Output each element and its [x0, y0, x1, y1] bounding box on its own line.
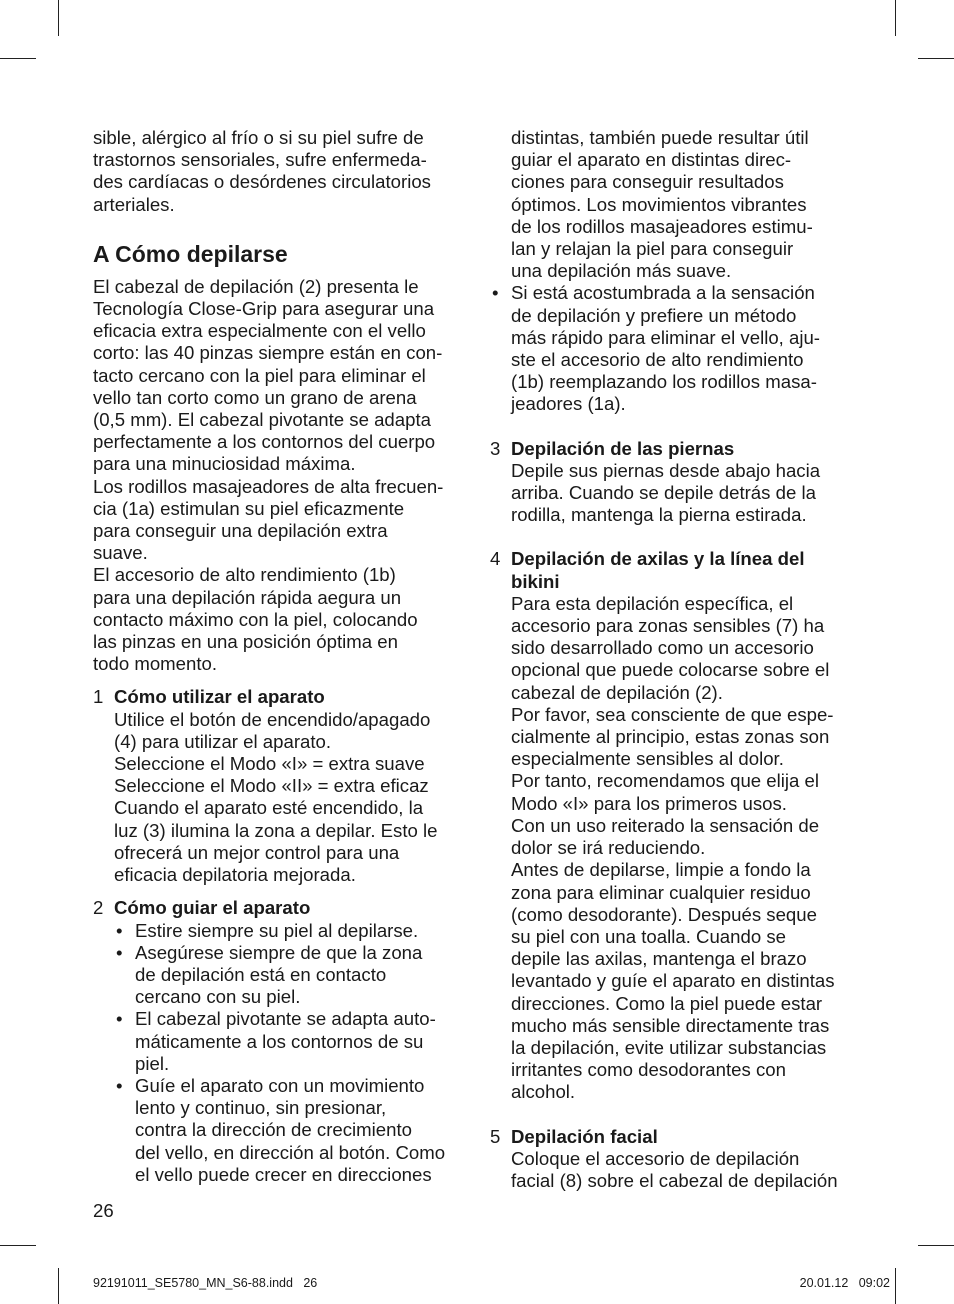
list-item: [114, 1008, 465, 1075]
text-line: Para esta depilación específica, el: [511, 592, 794, 614]
text-line: ste el accesorio de alto rendimiento: [511, 349, 804, 371]
paragraph-accesorio: [93, 564, 465, 675]
text-line: sible, alérgico al frío o si su piel sufre de: [93, 127, 424, 148]
step-title: Depilación facial: [511, 1125, 658, 1147]
text-line: tacto cercano con la piel para eliminar el: [93, 364, 426, 386]
text-line: alcohol.: [511, 1081, 576, 1103]
text-line: especialmente sensibles al dolor.: [511, 748, 784, 770]
text-line: eficacia depilatoria mejorada.: [114, 864, 356, 886]
text-line: Seleccione el Modo «I» = extra suave: [114, 753, 425, 775]
text-line: depile las axilas, mantenga el brazo: [511, 948, 807, 970]
text-line: El cabezal pivotante se adapta auto-: [135, 1008, 436, 1030]
text-line: Por favor, sea consciente de que espe-: [511, 703, 834, 725]
text-line: rodilla, mantenga la pierna estirada.: [511, 504, 807, 526]
text-line: vello tan corto como un grano de arena: [93, 386, 417, 408]
text-line: Estire siempre su piel al depilarse.: [135, 919, 419, 941]
text-line: (1b) reemplazando los rodillos masa-: [511, 371, 817, 393]
text-line: Antes de depilarse, limpie a fondo la: [511, 859, 811, 881]
text-line: suave.: [93, 542, 148, 564]
text-line: máticamente a los contornos de su: [135, 1030, 424, 1052]
crop-mark: [918, 58, 954, 59]
bullet-icon: •: [116, 1074, 123, 1096]
text-line: des cardíacas o desórdenes circulatorios: [93, 171, 431, 193]
step-number: 4: [490, 548, 501, 570]
text-line: sido desarrollado como un accesorio: [511, 637, 814, 659]
text-line: Modo «I» para los primeros usos.: [511, 792, 787, 814]
bullet-list: [490, 127, 866, 416]
text-line: corto: las 40 pinzas siempre están en con-: [93, 342, 443, 364]
text-line: contra la dirección de crecimiento: [135, 1119, 412, 1141]
footer-file-info: 92191011_SE5780_MN_S6-88.indd 26: [93, 1276, 318, 1290]
list-item: [114, 920, 465, 942]
step-3: [490, 438, 866, 527]
text-line: opcional que puede colocarse sobre el: [511, 659, 830, 681]
paragraph-cabezal: [93, 276, 465, 476]
step-2: [93, 897, 465, 1186]
step-title: Depilación de las piernas: [511, 437, 735, 459]
paragraph-rodillos: [93, 476, 465, 565]
text-line: perfectamente a los contornos del cuerpo: [93, 431, 436, 453]
text-line: levantado y guíe el aparato en distintas: [511, 970, 835, 992]
crop-mark: [58, 0, 59, 36]
text-line: de depilación y prefiere un método: [511, 304, 797, 326]
text-line: todo momento.: [93, 653, 218, 675]
text-line: para una minuciosidad máxima.: [93, 453, 356, 475]
text-line: arteriales.: [93, 193, 175, 215]
text-line: la depilación, evite utilizar substancias: [511, 1036, 827, 1058]
crop-mark: [0, 1245, 36, 1246]
text-line: Asegúrese siempre de que la zona: [135, 941, 423, 963]
text-line: mucho más sensible directamente tras: [511, 1014, 830, 1036]
text-line: facial (8) sobre el cabezal de depilación: [511, 1169, 838, 1191]
bullet-icon: •: [492, 282, 499, 304]
text-line: Depile sus piernas desde abajo hacia: [511, 459, 821, 481]
step-5: [490, 1126, 866, 1193]
step-number: 2: [93, 897, 104, 919]
text-line: arriba. Cuando se depile detrás de la: [511, 482, 816, 504]
text-line: (4) para utilizar el aparato.: [114, 730, 332, 752]
text-line: Utilice el botón de encendido/apagado: [114, 708, 431, 730]
text-line: cabezal de depilación (2).: [511, 681, 723, 703]
text-line: (como desodorante). Después seque: [511, 903, 817, 925]
page-number: 26: [93, 1200, 114, 1221]
step-title: Cómo guiar el aparato: [114, 897, 311, 919]
step-title: [511, 548, 866, 592]
crop-mark: [58, 1268, 59, 1304]
text-line: las pinzas en una posición óptima en: [93, 631, 398, 653]
step-number: 5: [490, 1125, 501, 1147]
crop-mark: [895, 0, 896, 36]
text-line: cia (1a) estimulan su piel eficazmente: [93, 497, 405, 519]
crop-mark: [895, 1268, 896, 1304]
text-line: del vello, en dirección al botón. Como: [135, 1141, 446, 1163]
text-line: irritantes como desodorantes con: [511, 1059, 786, 1081]
text-line: para conseguir una depilación extra: [93, 520, 388, 542]
crop-mark: [918, 1245, 954, 1246]
text-line: de los rodillos masajeadores estimu-: [511, 215, 813, 237]
bullet-icon: •: [116, 1008, 123, 1030]
text-line: Por tanto, recomendamos que elija el: [511, 770, 820, 792]
text-line: una depilación más suave.: [511, 260, 732, 282]
text-line: Con un uso reiterado la sensación de: [511, 814, 820, 836]
text-line: su piel con una toalla. Cuando se: [511, 925, 786, 947]
step-1: [93, 686, 465, 886]
text-line: luz (3) ilumina la zona a depilar. Esto le: [114, 819, 438, 841]
list-item: [490, 282, 866, 415]
text-line: lento y continuo, sin presionar,: [135, 1097, 387, 1119]
text-line: cercano con su piel.: [135, 986, 301, 1008]
bullet-icon: •: [116, 941, 123, 963]
crop-mark: [0, 58, 36, 59]
text-line: contacto máximo con la piel, colocando: [93, 608, 418, 630]
text-line: El cabezal de depilación (2) presenta le: [93, 275, 419, 297]
text-line: Cuando el aparato esté encendido, la: [114, 797, 424, 819]
text-line: para una depilación rápida aegura un: [93, 586, 402, 608]
text-line: zona para eliminar cualquier residuo: [511, 881, 811, 903]
right-column: [490, 127, 866, 1192]
text-line: Seleccione el Modo «II» = extra eficaz: [114, 775, 429, 797]
text-line: dolor se irá reduciendo.: [511, 837, 706, 859]
left-column: [93, 127, 465, 1186]
step-4: [490, 548, 866, 1103]
list-item-continued: [490, 127, 866, 282]
step-number: 1: [93, 686, 104, 708]
text-line: Guíe el aparato con un movimiento: [135, 1074, 425, 1096]
text-line: trastornos sensoriales, sufre enfermeda-: [93, 149, 427, 171]
text-line: (0,5 mm). El cabezal pivotante se adapta: [93, 409, 431, 431]
text-line: Depilación de axilas y la línea del: [511, 548, 805, 570]
bullet-icon: •: [116, 919, 123, 941]
text-line: ciones para conseguir resultados: [511, 171, 784, 193]
text-line: guiar el aparato en distintas direc-: [511, 149, 792, 171]
text-line: más rápido para eliminar el vello, aju-: [511, 326, 821, 348]
footer-date: 20.01.12 09:02: [799, 1276, 890, 1290]
text-line: Si está acostumbrada a la sensación: [511, 282, 815, 304]
text-line: Coloque el accesorio de depilación: [511, 1147, 800, 1169]
text-line: accesorio para zonas sensibles (7) ha: [511, 615, 825, 637]
text-line: lan y relajan la piel para conseguir: [511, 238, 794, 260]
text-line: direcciones. Como la piel puede estar: [511, 992, 823, 1014]
bullet-list: [114, 920, 465, 1186]
text-line: de depilación está en contacto: [135, 963, 387, 985]
text-line: el vello puede crecer en direcciones: [135, 1163, 432, 1185]
list-item: [114, 942, 465, 1009]
text-line: distintas, también puede resultar útil: [511, 127, 809, 148]
section-heading: A Cómo depilarse: [93, 240, 288, 267]
text-line: bikini: [511, 570, 560, 592]
text-line: Tecnología Close-Grip para asegurar una: [93, 298, 435, 320]
text-line: Los rodillos masajeadores de alta frecuen-: [93, 475, 444, 497]
text-line: piel.: [135, 1052, 170, 1074]
text-line: El accesorio de alto rendimiento (1b): [93, 564, 396, 586]
step-number: 3: [490, 437, 501, 459]
text-line: ofrecerá un mejor control para una: [114, 841, 400, 863]
text-line: jeadores (1a).: [511, 393, 626, 415]
text-line: eficacia extra especialmente con el vello: [93, 320, 426, 342]
intro-paragraph: [93, 127, 465, 216]
step-title: Cómo utilizar el aparato: [114, 686, 325, 708]
text-line: óptimos. Los movimientos vibrantes: [511, 193, 807, 215]
text-line: cialmente al principio, estas zonas son: [511, 726, 830, 748]
list-item: [114, 1075, 465, 1186]
